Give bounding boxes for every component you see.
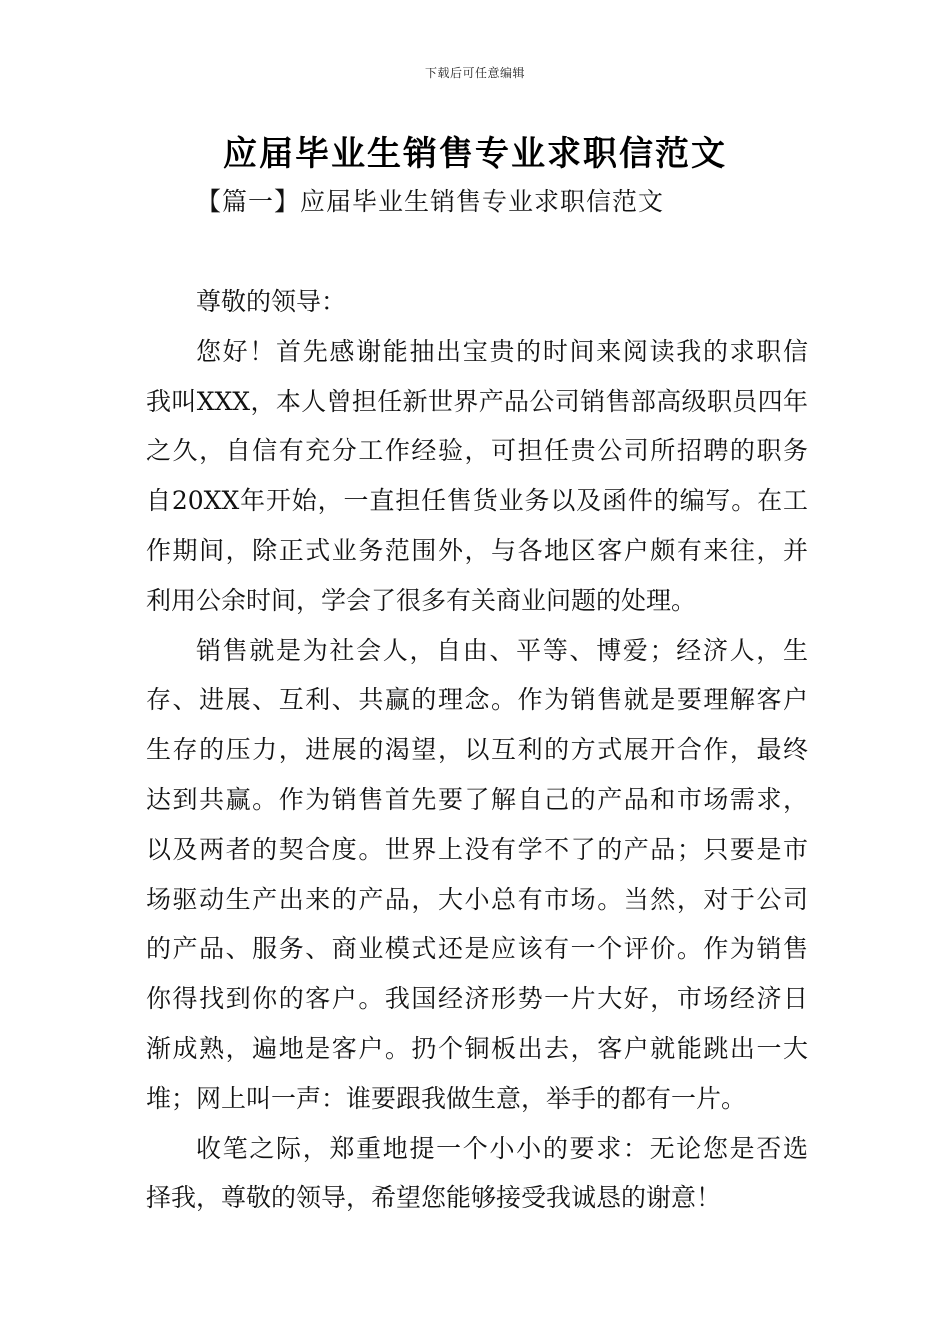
body-line: 达到共赢。作为销售首先要了解自己的产品和市场需求，: [146, 784, 808, 814]
body-line: 生存的压力，进展的渴望，以互利的方式展开合作，最终: [146, 735, 808, 765]
body-line: 收笔之际，郑重地提一个小小的要求：无论您是否选: [196, 1133, 808, 1163]
body-line: 渐成熟，遍地是客户。扔个铜板出去，客户就能跳出一大: [146, 1033, 808, 1063]
body-line: 以及两者的契合度。世界上没有学不了的产品；只要是市: [146, 834, 808, 864]
body-line: 销售就是为社会人，自由、平等、博爱；经济人，生: [196, 635, 808, 665]
body-line: 择我，尊敬的领导，希望您能够接受我诚恳的谢意！: [146, 1183, 722, 1213]
body-line: 作期间，除正式业务范围外，与各地区客户颇有来往，并: [146, 535, 808, 565]
body-line: 的产品、服务、商业模式还是应该有一个评价。作为销售: [146, 934, 808, 964]
body-line: 存、进展、互利、共赢的理念。作为销售就是要理解客户: [146, 685, 808, 715]
body-line: 你得找到你的客户。我国经济形势一片大好，市场经济日: [146, 984, 808, 1014]
document-title: 应届毕业生销售专业求职信范文: [223, 134, 727, 174]
body-line: 您好！首先感谢能抽出宝贵的时间来阅读我的求职信: [196, 336, 808, 366]
body-line: 尊敬的领导：: [196, 287, 347, 316]
body-line: 场驱动生产出来的产品，大小总有市场。当然，对于公司: [146, 884, 808, 914]
body-line: 堆；网上叫一声：谁要跟我做生意，举手的都有一片。: [146, 1083, 747, 1113]
body-line: 利用公余时间，学会了很多有关商业问题的处理。: [146, 585, 697, 615]
body-line: 自20XX年开始，一直担任售货业务以及函件的编写。在工: [146, 486, 808, 516]
section-heading: 【篇一】应届毕业生销售专业求职信范文: [196, 187, 665, 216]
body-line: 之久，自信有充分工作经验，可担任贵公司所招聘的职务: [146, 436, 808, 466]
letter-body: [146, 277, 808, 1223]
body-line: 我叫XXX，本人曾担任新世界产品公司销售部高级职员四年: [146, 386, 808, 416]
header-note: 下载后可任意编辑: [424, 66, 525, 80]
